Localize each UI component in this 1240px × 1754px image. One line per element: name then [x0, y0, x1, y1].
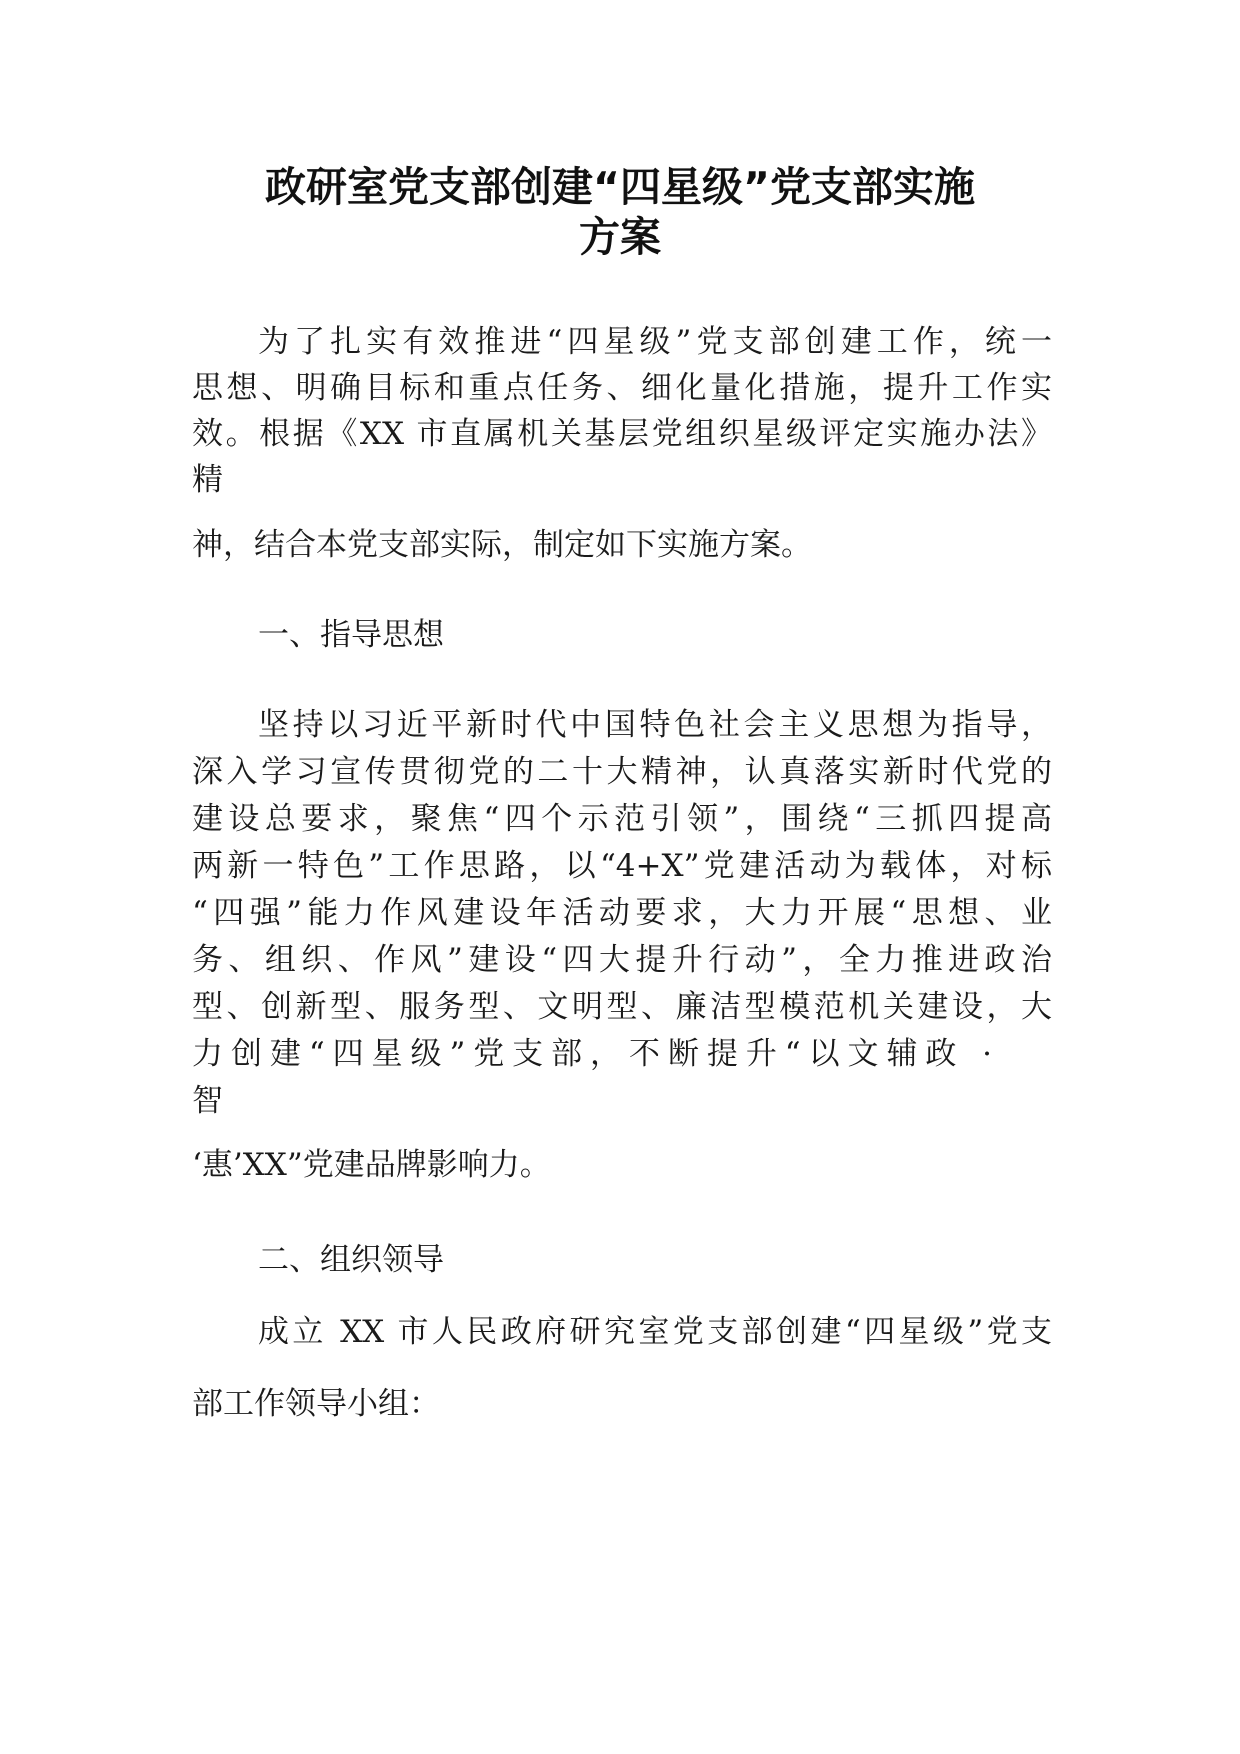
section1-paragraph-line-1: 坚持以习近平新时代中国特色社会主义思想为指导， — [258, 707, 1052, 743]
section1-paragraph-line-9: 智 — [192, 1083, 223, 1119]
section1-paragraph-line-4: 两新一特色”工作思路，以“4+X”党建活动为载体，对标 — [192, 848, 1052, 884]
section1-paragraph-line-10: ‘惠’XX”党建品牌影响力。 — [192, 1147, 551, 1183]
section-heading-organization: 二、组织领导 — [258, 1242, 444, 1278]
section1-paragraph-line-6: 务、组织、作风”建设“四大提升行动”，全力推进政治 — [192, 942, 1052, 978]
section1-paragraph-line-5: “四强”能力作风建设年活动要求，大力开展“思想、业 — [192, 895, 1052, 931]
intro-paragraph-line-4: 精 — [192, 462, 223, 498]
intro-paragraph-line-5: 神，结合本党支部实际，制定如下实施方案。 — [192, 527, 812, 563]
document-title-line-2: 方案 — [579, 213, 661, 261]
section1-paragraph-line-7: 型、创新型、服务型、文明型、廉洁型模范机关建设，大 — [192, 989, 1052, 1025]
intro-paragraph-line-2: 思想、明确目标和重点任务、细化量化措施，提升工作实 — [192, 370, 1052, 406]
section2-paragraph-line-2: 部工作领导小组： — [192, 1386, 440, 1422]
intro-paragraph-line-3: 效。根据《XX 市直属机关基层党组织星级评定实施办法》 — [192, 416, 1052, 452]
section-heading-guiding-ideology: 一、指导思想 — [258, 617, 444, 653]
section1-paragraph-line-8: 力创建“四星级”党支部，不断提升“以文辅政 · — [192, 1036, 992, 1072]
section1-paragraph-line-3: 建设总要求，聚焦“四个示范引领”，围绕“三抓四提高 — [192, 801, 1052, 837]
document-title-line-1: 政研室党支部创建“四星级”党支部实施 — [265, 163, 975, 211]
intro-paragraph-line-1: 为了扎实有效推进“四星级”党支部创建工作，统一 — [258, 324, 1052, 360]
section2-paragraph-line-1: 成立 XX 市人民政府研究室党支部创建“四星级”党支 — [258, 1314, 1052, 1350]
section1-paragraph-line-2: 深入学习宣传贯彻党的二十大精神，认真落实新时代党的 — [192, 754, 1052, 790]
